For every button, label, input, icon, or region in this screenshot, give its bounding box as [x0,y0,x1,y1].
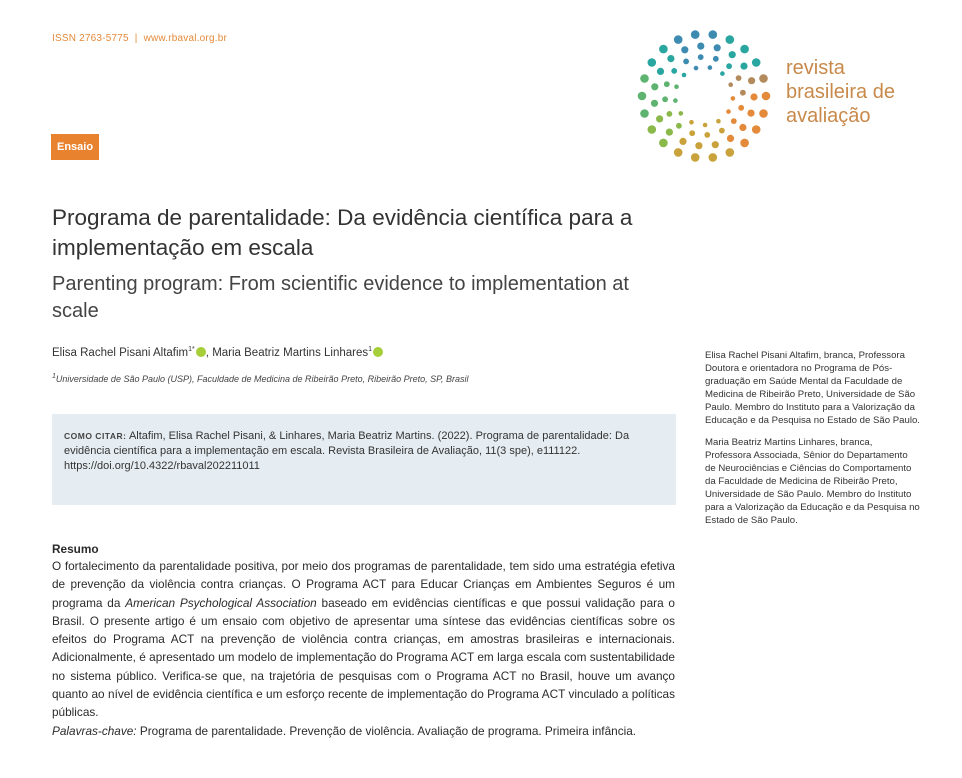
citation-box [52,414,676,505]
website-link[interactable]: www.rbaval.org.br [143,33,227,44]
logo-dot [689,130,695,136]
affiliation [52,373,468,384]
logo-dot [726,63,732,69]
logo-dot [656,115,663,122]
logo-dot [671,68,677,74]
logo-dot [704,132,710,138]
author-note-1: Elisa Rachel Pisani Altafim, branca, Professora Doutora e orientadora no Programa de Pós-graduação em Saúde Mental da Faculdade de Medicina de Ribeirão Preto, Universidade de São Paulo. Membro do Instituto para a Valorização da Educação e da Pesquisa no Estado de São Paulo. [705,350,920,426]
logo-dot [748,77,755,84]
logo-line-1: revista [786,57,845,79]
logo-dot [691,153,700,162]
logo-dot [662,96,668,102]
citation-text: Altafim, Elisa Rachel Pisani, & Linhares, Maria Beatriz Martins. (2022). Programa de parentalidade: Da evidência científica para a implementação em escala. Revista Brasileira de Avaliação, 11(3 spe), e111122. https://doi.org/10.4322/rbaval202211011 [64,430,630,472]
logo-dot [674,35,683,44]
orcid-icon[interactable] [196,347,206,357]
logo-dot [698,54,704,60]
logo-dot [666,129,673,136]
abstract-section [52,541,675,740]
logo-dot [716,119,721,124]
article-type-badge: Ensaio [51,134,99,160]
logo-dot [731,118,737,124]
logo-dot [640,109,649,118]
logo-dot [752,125,761,134]
logo-dot [740,90,746,96]
author-2-name: Maria Beatriz Martins Linhares [212,346,369,359]
logo-dot [697,43,704,50]
logo-dot [691,30,700,39]
logo-dot [667,55,674,62]
logo-dot [695,142,702,149]
logo-dot [738,105,744,111]
article-title-portuguese: Programa de parentalidade: Da evidência científica para a implementação em escala [52,205,633,260]
abstract-body [52,557,675,722]
logo-dot [712,141,719,148]
logo-dot [726,35,735,44]
logo-dot [736,75,742,81]
author-note-2: Maria Beatriz Martins Linhares, branca, Professora Associada, Sênior do Departamento de Neurociências e Ciências do Comportamento da Faculdade de Medicina de Ribeirão Preto, Universidade de São Paulo. Membro do Instituto para a Valorização da Educação e da Pesquisa no Estado de São Paulo. [705,437,920,526]
logo-dot [659,45,668,54]
affiliation-text: Universidade de São Paulo (USP), Faculdade de Medicina de Ribeirão Preto, Ribeirão Preto, SP, Brasil [55,374,469,384]
logo-dot [759,109,768,118]
logo-dot [667,111,673,117]
logo-dot [747,110,754,117]
logo-dot [709,30,718,39]
logo-dot [679,111,684,116]
logo-dot [673,98,678,103]
logo-dot [713,56,719,62]
article-title-english: Parenting program: From scientific evidence to implementation at scale [52,273,629,322]
logo-dot [674,148,683,157]
logo-dot [740,63,747,70]
logo-dot [689,120,694,125]
keywords [52,722,675,740]
citation-label: COMO CITAR: [64,431,127,441]
logo-dot [679,138,686,145]
logo-dot [683,59,689,65]
logo-dot [726,109,731,114]
logo-dot [726,148,735,157]
logo-dot [739,124,746,131]
logo-dot [750,93,757,100]
logo-dot [659,139,668,148]
logo-dot [703,123,708,128]
orcid-icon[interactable] [373,347,383,357]
issn-line [52,33,227,44]
logo-dot [720,71,725,76]
logo-line-3: avaliação [786,105,871,127]
logo-dot [728,82,733,87]
logo-dot [729,51,736,58]
logo-dot [759,74,768,83]
logo-dot [648,58,657,67]
logo-dot [648,125,657,134]
logo-dot [731,96,736,101]
journal-logo-text [786,56,895,128]
logo-dot [682,73,687,78]
logo-dot [714,44,721,51]
author-notes-sidebar [705,350,920,538]
abstract-heading: Resumo [52,542,99,556]
issn-separator: | [134,33,138,44]
logo-dot [719,128,725,134]
author-2-sup: 1 [368,346,373,353]
logo-dot [727,135,734,142]
keywords-label: Palavras-chave: [52,723,137,738]
logo-dot [674,84,679,89]
logo-dot [651,83,658,90]
abstract-italic-org: American Psychological Association [125,595,317,610]
logo-dot [709,153,718,162]
logo-dot [694,66,699,71]
logo-dot [676,123,682,129]
logo-dot [752,58,761,67]
abstract-text-part-1: O fortalecimento da parentalidade positiva, por meio dos programas de parentalidade, tem sido uma estratégia efetiva de prevenção da violência contra crianças. O Programa ACT para Educar Crianças em Ambientes Seguros é um programa da [52,559,675,610]
logo-dot [651,100,658,107]
author-list [52,346,383,359]
journal-logo-graphic [636,28,772,164]
logo-line-2: brasileira de [786,81,895,103]
logo-dot [740,139,749,148]
logo-dot [681,46,688,53]
abstract-text-part-2: baseado em evidências científicas e que possui validação para o Brasil. O presente artigo é um ensaio com objetivo de apresentar uma síntese das evidências científicas sobre os efeitos do Programa ACT na prevenção de violência contra crianças, em amostras brasileiras e internacionais. Adicionalmente, é apresentado um modelo de implementação do Programa ACT em larga escala com sustentabilidade no sistema público. Verifica-se que, na trajetória de pesquisas com o Programa ACT no Brasil, houve um avanço quanto ao nível de evidência científica e um esforço recente de implementação do Programa ACT vinculado a políticas públicas. [52,595,675,720]
logo-dot [708,65,713,70]
author-separator: , [205,346,209,359]
logo-dot [762,92,771,101]
logo-dot [664,81,670,87]
issn-number: ISSN 2763-5775 [52,33,129,44]
affiliation-sup: 1 [52,373,56,380]
logo-dot [638,92,647,101]
logo-dot [657,68,664,75]
logo-dot [740,45,749,54]
author-1-sup: 1* [188,346,195,353]
logo-dot [640,74,649,83]
keywords-text: Programa de parentalidade. Prevenção de violência. Avaliação de programa. Primeira infância. [136,723,637,738]
author-1-name: Elisa Rachel Pisani Altafim [52,346,189,359]
